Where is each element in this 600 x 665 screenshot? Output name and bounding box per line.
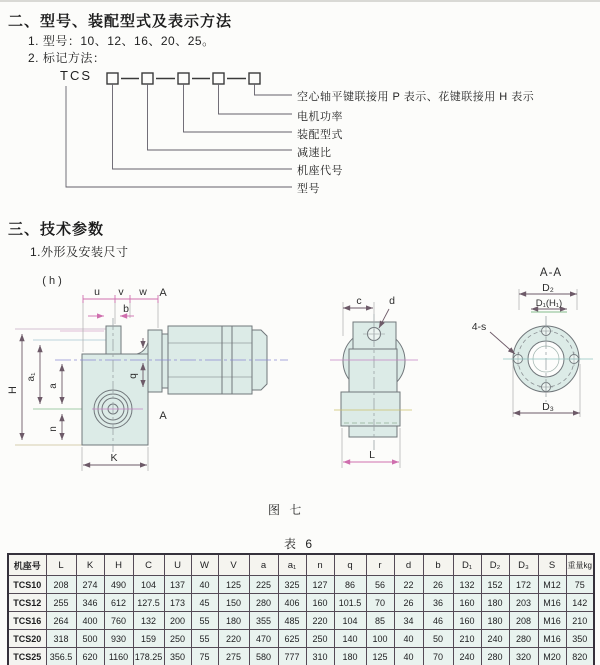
table-cell: 580	[249, 648, 278, 665]
left-view	[7, 275, 288, 471]
table-cell: 173	[164, 594, 191, 612]
dim-label-v: v	[118, 286, 124, 298]
table-cell: 240	[453, 648, 481, 665]
table-cell: 125	[366, 648, 394, 665]
table-cell: 320	[509, 648, 538, 665]
table-row	[8, 576, 594, 594]
table-cell: 85	[366, 612, 394, 630]
table-cell: 180	[481, 612, 509, 630]
dim-label-b: b	[123, 303, 129, 315]
model-list: 1. 型号：10、12、16、20、25。	[28, 32, 215, 49]
table-cell: 127	[306, 576, 334, 594]
table-cell: 26	[394, 594, 423, 612]
table-row	[8, 594, 594, 612]
column-header: S	[538, 554, 566, 576]
table-cell: 75	[191, 648, 218, 665]
table-cell: 46	[423, 612, 453, 630]
column-header: q	[334, 554, 366, 576]
dim-label-w: w	[138, 286, 147, 298]
table-cell: 350	[164, 648, 191, 665]
table-cell: 55	[191, 630, 218, 648]
table-cell: 180	[334, 648, 366, 665]
table-cell: 180	[218, 612, 249, 630]
column-header: V	[218, 554, 249, 576]
table-cell: 355	[249, 612, 278, 630]
table-cell: 132	[453, 576, 481, 594]
table-cell: 180	[481, 594, 509, 612]
dim-label-u: u	[94, 286, 100, 298]
table-cell: 178.25	[133, 648, 164, 665]
column-header: L	[46, 554, 76, 576]
table-cell: 45	[191, 594, 218, 612]
table-cell: 137	[164, 576, 191, 594]
table-cell: 400	[76, 612, 104, 630]
table-cell: 160	[453, 612, 481, 630]
table-cell: 350	[566, 630, 594, 648]
table-cell: 34	[394, 612, 423, 630]
flange-section-view	[472, 267, 593, 417]
dim-label-n: n	[48, 426, 59, 432]
table-row	[8, 648, 594, 665]
table-cell: 172	[509, 576, 538, 594]
table-cell: 55	[191, 612, 218, 630]
table-cell: M12	[538, 576, 566, 594]
table-cell: 280	[481, 648, 509, 665]
table-cell: 210	[453, 630, 481, 648]
table-cell: 208	[46, 576, 76, 594]
table-cell: 346	[76, 594, 104, 612]
table-cell: 101.5	[334, 594, 366, 612]
column-header: H	[104, 554, 133, 576]
dim-label-a: a	[48, 383, 59, 389]
table-cell: 318	[46, 630, 76, 648]
table-cell: 200	[164, 612, 191, 630]
designation-boxes	[107, 73, 260, 84]
table-cell: 620	[76, 648, 104, 665]
dim-label-H: H	[7, 386, 19, 394]
header-row	[8, 554, 594, 576]
table-cell: 406	[278, 594, 306, 612]
section3-title: 三、技术参数	[8, 218, 104, 239]
marking-method-label: 2. 标记方法：	[28, 49, 105, 66]
table-cell: 274	[76, 576, 104, 594]
table-cell: M20	[538, 648, 566, 665]
dim-label-D3: D₃	[542, 401, 554, 413]
table-cell: 40	[394, 630, 423, 648]
table-cell: 225	[249, 576, 278, 594]
table-cell: 26	[423, 576, 453, 594]
table-cell: 40	[191, 576, 218, 594]
row-header: TCS12	[8, 594, 46, 612]
dim-label-c: c	[356, 295, 361, 307]
column-header: a₁	[278, 554, 306, 576]
column-header: D₂	[481, 554, 509, 576]
table-cell: 36	[423, 594, 453, 612]
table-cell: 150	[218, 594, 249, 612]
row-header: TCS25	[8, 648, 46, 665]
dim-label-d: d	[389, 295, 395, 307]
designation-label-ratio: 减速比	[297, 144, 332, 160]
column-header: D₃	[509, 554, 538, 576]
column-header: W	[191, 554, 218, 576]
table-cell: 125	[218, 576, 249, 594]
table-cell: M16	[538, 594, 566, 612]
row-header: TCS16	[8, 612, 46, 630]
table-cell: 264	[46, 612, 76, 630]
table-cell: 132	[133, 612, 164, 630]
table-cell: 220	[306, 612, 334, 630]
dim-label-h-paren: ( h )	[42, 275, 62, 287]
dimensions-subtitle: 1.外形及安装尺寸	[30, 243, 129, 260]
table-cell: 280	[249, 594, 278, 612]
spec-table-head	[8, 554, 594, 576]
section-arrow-label-bottom: A	[159, 410, 167, 422]
side-view	[330, 295, 418, 468]
column-header: r	[366, 554, 394, 576]
table-cell: 255	[46, 594, 76, 612]
table-cell: 820	[566, 648, 594, 665]
row-header: TCS10	[8, 576, 46, 594]
dimension-drawing	[0, 257, 600, 522]
tcs-prefix: TCS	[60, 68, 92, 83]
table-cell: 104	[133, 576, 164, 594]
table-cell: 142	[566, 594, 594, 612]
table-cell: 612	[104, 594, 133, 612]
column-header: K	[76, 554, 104, 576]
dim-label-K: K	[110, 452, 117, 464]
table-cell: 325	[278, 576, 306, 594]
table-row	[8, 612, 594, 630]
dim-label-L: L	[369, 449, 375, 461]
column-header: d	[394, 554, 423, 576]
dim-label-a1: a₁	[26, 372, 37, 382]
table-cell: 470	[249, 630, 278, 648]
column-header: b	[423, 554, 453, 576]
section-arrow-label-top: A	[159, 287, 167, 299]
designation-leaders	[66, 84, 292, 187]
dim-label-q: q	[128, 373, 139, 379]
table-cell: 100	[366, 630, 394, 648]
table-cell: 152	[481, 576, 509, 594]
table-cell: 1160	[104, 648, 133, 665]
table-cell: 485	[278, 612, 306, 630]
table-cell: 250	[306, 630, 334, 648]
table-cell: 930	[104, 630, 133, 648]
table-cell: 625	[278, 630, 306, 648]
designation-label-assembly: 装配型式	[297, 126, 343, 142]
table-cell: 127.5	[133, 594, 164, 612]
column-header: C	[133, 554, 164, 576]
figure-caption: 图 七	[268, 501, 304, 518]
spec-table	[7, 553, 595, 665]
column-header: a	[249, 554, 278, 576]
table-cell: 203	[509, 594, 538, 612]
table-cell: 240	[481, 630, 509, 648]
table-cell: 220	[218, 630, 249, 648]
column-header: U	[164, 554, 191, 576]
table-cell: 280	[509, 630, 538, 648]
row-header: TCS20	[8, 630, 46, 648]
table-cell: 208	[509, 612, 538, 630]
table-cell: 40	[394, 648, 423, 665]
table-cell: 777	[278, 648, 306, 665]
table-cell: 140	[334, 630, 366, 648]
section2-title: 二、型号、装配型式及表示方法	[8, 10, 232, 31]
table-cell: 760	[104, 612, 133, 630]
table-cell: 70	[366, 594, 394, 612]
column-header: D₁	[453, 554, 481, 576]
table-cell: 160	[306, 594, 334, 612]
table-cell: 210	[566, 612, 594, 630]
table-cell: 356.5	[46, 648, 76, 665]
designation-label-model: 型号	[297, 180, 320, 196]
column-header: n	[306, 554, 334, 576]
table-cell: 70	[423, 648, 453, 665]
dim-label-D2: D₂	[542, 282, 554, 294]
designation-label-coupling: 空心轴平键联接用 P 表示、花键联接用 H 表示	[297, 88, 534, 104]
table-cell: 490	[104, 576, 133, 594]
table-cell: M16	[538, 612, 566, 630]
column-header: 重量kg	[566, 554, 594, 576]
spec-table-body	[8, 576, 594, 665]
dim-label-4s: 4-s	[472, 321, 487, 333]
table-cell: 250	[164, 630, 191, 648]
table-cell: 75	[566, 576, 594, 594]
table-cell: 310	[306, 648, 334, 665]
table-cell: 86	[334, 576, 366, 594]
table-cell: 500	[76, 630, 104, 648]
table-cell: M16	[538, 630, 566, 648]
table-cell: 159	[133, 630, 164, 648]
table-row	[8, 630, 594, 648]
section-view-title: A-A	[540, 267, 562, 279]
table-cell: 160	[453, 594, 481, 612]
designation-label-frame-code: 机座代号	[297, 162, 343, 178]
table-caption: 表 6	[284, 535, 315, 552]
designation-label-motor-power: 电机功率	[297, 108, 343, 124]
table-cell: 275	[218, 648, 249, 665]
table-cell: 104	[334, 612, 366, 630]
table-cell: 56	[366, 576, 394, 594]
dim-label-D1H1: D₁(H₁)	[536, 298, 562, 309]
table-cell: 22	[394, 576, 423, 594]
column-header: 机座号	[8, 554, 46, 576]
table-cell: 50	[423, 630, 453, 648]
